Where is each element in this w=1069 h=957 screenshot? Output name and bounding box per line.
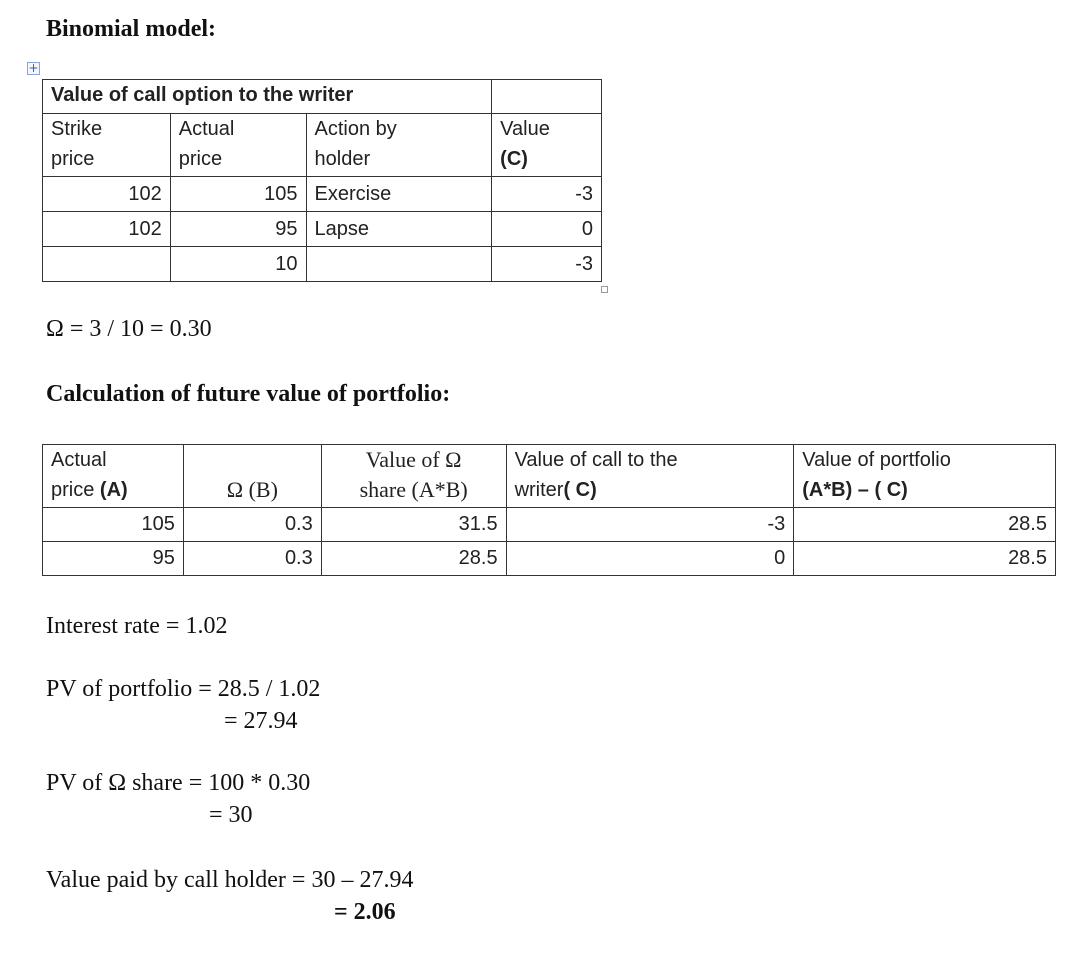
table2-header-actual-price: Actual price (A) bbox=[43, 445, 184, 508]
table1-cell: 0 bbox=[492, 212, 602, 247]
table1-cell: 95 bbox=[170, 212, 306, 247]
table1-header-value-c: Value (C) bbox=[492, 114, 602, 177]
call-option-value-table bbox=[42, 79, 602, 282]
pv-omega-share-line2: = 30 bbox=[209, 802, 253, 828]
value-paid-result: = 2.06 bbox=[334, 899, 396, 925]
table-row bbox=[43, 177, 602, 212]
table1-cell: Exercise bbox=[306, 177, 492, 212]
table-row bbox=[43, 508, 1056, 542]
table2-cell: 28.5 bbox=[794, 508, 1056, 542]
table2-header-value-of-call: Value of call to the writer( C) bbox=[506, 445, 794, 508]
table-row bbox=[43, 247, 602, 282]
table1-cell: 105 bbox=[170, 177, 306, 212]
table2-cell: 28.5 bbox=[321, 542, 506, 576]
table-resize-handle-icon[interactable] bbox=[601, 286, 608, 293]
table1-cell: 10 bbox=[170, 247, 306, 282]
pv-portfolio-line1: PV of portfolio = 28.5 / 1.02 bbox=[46, 676, 321, 702]
table1-title: Value of call option to the writer bbox=[43, 80, 492, 114]
table1-header-action-by-holder: Action by holder bbox=[306, 114, 492, 177]
table2-cell: 0.3 bbox=[183, 508, 321, 542]
interest-rate-line: Interest rate = 1.02 bbox=[46, 613, 228, 639]
table1-cell: 102 bbox=[43, 212, 171, 247]
table1-cell: 102 bbox=[43, 177, 171, 212]
future-value-heading: Calculation of future value of portfolio: bbox=[46, 381, 451, 407]
table1-header-actual-price: Actual price bbox=[170, 114, 306, 177]
table-row bbox=[43, 212, 602, 247]
table2-cell: 105 bbox=[43, 508, 184, 542]
pv-portfolio-line2: = 27.94 bbox=[224, 708, 298, 734]
table2-cell: 31.5 bbox=[321, 508, 506, 542]
table1-cell bbox=[43, 247, 171, 282]
value-paid-line1: Value paid by call holder = 30 – 27.94 bbox=[46, 867, 414, 893]
table2-cell: 95 bbox=[43, 542, 184, 576]
table1-header-strike-price: Strike price bbox=[43, 114, 171, 177]
table1-cell bbox=[306, 247, 492, 282]
table-row bbox=[43, 542, 1056, 576]
table2-cell: 0.3 bbox=[183, 542, 321, 576]
portfolio-future-value-table bbox=[42, 444, 1056, 576]
table2-header-value-of-omega-share: Value of Ω share (A*B) bbox=[321, 445, 506, 508]
table2-cell: -3 bbox=[506, 508, 794, 542]
table2-cell: 28.5 bbox=[794, 542, 1056, 576]
pv-omega-share-line1: PV of Ω share = 100 * 0.30 bbox=[46, 770, 311, 796]
table1-cell: -3 bbox=[492, 177, 602, 212]
binomial-model-heading: Binomial model: bbox=[46, 16, 217, 42]
table1-cell: Lapse bbox=[306, 212, 492, 247]
table2-header-omega-b: Ω (B) bbox=[183, 445, 321, 508]
table2-header-value-of-portfolio: Value of portfolio (A*B) – ( C) bbox=[794, 445, 1056, 508]
table1-cell: -3 bbox=[492, 247, 602, 282]
table2-cell: 0 bbox=[506, 542, 794, 576]
table1-title-empty-cell bbox=[492, 80, 602, 114]
omega-calculation: Ω = 3 / 10 = 0.30 bbox=[46, 316, 212, 342]
table-move-handle-icon[interactable]: + bbox=[28, 61, 39, 75]
